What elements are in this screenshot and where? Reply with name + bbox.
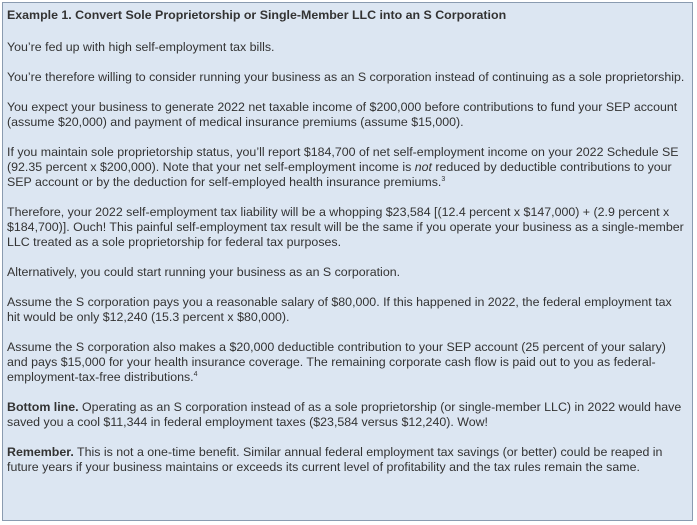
paragraph-alternatively (7, 265, 687, 280)
remember-label: Remember. (7, 445, 74, 459)
bottom-line-label: Bottom line. (7, 400, 79, 414)
paragraph-fed-up (7, 40, 687, 55)
paragraph-bottom-line (7, 400, 687, 430)
example-title: Example 1. Convert Sole Proprietorship or Single-Member LLC into an S Corporation (7, 8, 507, 22)
paragraph-text: You’re fed up with high self-employment tax bills. (7, 40, 275, 54)
paragraph-text: You expect your business to generate 2022 net taxable income of $200,000 before contributions to fund your SEP account (assume $20,000) and payment of medical insurance premiums (assume $15,000). (7, 100, 678, 129)
paragraph-tax-liability (7, 205, 687, 250)
emphasis-not: not (414, 160, 432, 174)
paragraph-text-pre: If you maintain sole proprietorship status, you’ll report $184,700 of net self-employment income on your 2022 Schedule SE (92.35 percent x $200,000). Note that your net self-employment income is (7, 145, 679, 174)
paragraph-text-post: reduced by deductible contributions to your SEP account or by the deduction for self-employed health insurance premiums. (7, 160, 672, 189)
paragraph-text: This is not a one-time benefit. Similar annual federal employment tax savings (or better) could be reaped in future years if your business maintains or exceeds its current level of profitability and the tax rules remain the same. (7, 445, 663, 474)
paragraph-text: Assume the S corporation pays you a reasonable salary of $80,000. If this happened in 2022, the federal employment tax hit would be only $12,240 (15.3 percent x $80,000). (7, 295, 672, 324)
paragraph-text: Therefore, your 2022 self-employment tax liability will be a whopping $23,584 [(12.4 percent x $147,000) + (2.9 percent x $184,700)]. Ouch! This painful self-employment tax result will be the same if you operate your business as a single-member LLC treated as a sole proprietorship for federal tax purposes. (7, 205, 684, 249)
paragraph-reasonable-salary (7, 295, 687, 325)
example-box (2, 2, 693, 521)
paragraph-sep-contribution (7, 340, 687, 385)
paragraph-text: Alternatively, you could start running your business as an S corporation. (7, 265, 401, 279)
paragraph-text: Assume the S corporation also makes a $20,000 deductible contribution to your SEP account (25 percent of your salary) and pays $15,000 for your health insurance coverage. The remaining corporate cash flow is paid out to you as federal-employment-tax-free distributions. (7, 340, 666, 384)
paragraph-sole-proprietorship-status (7, 145, 687, 190)
paragraph-text: Operating as an S corporation instead of as a sole proprietorship (or single-member LLC) in 2022 would have saved you a cool $11,344 in federal employment taxes ($23,584 versus $12,240). Wow! (7, 400, 682, 429)
paragraph-expected-income (7, 100, 687, 130)
footnote-marker: 4 (193, 370, 198, 378)
paragraph-text: You’re therefore willing to consider running your business as an S corporation instead of continuing as a sole proprietorship. (7, 70, 685, 84)
paragraph-consider-s-corp (7, 70, 687, 85)
footnote-marker: 3 (441, 175, 446, 183)
paragraph-remember (7, 445, 687, 475)
